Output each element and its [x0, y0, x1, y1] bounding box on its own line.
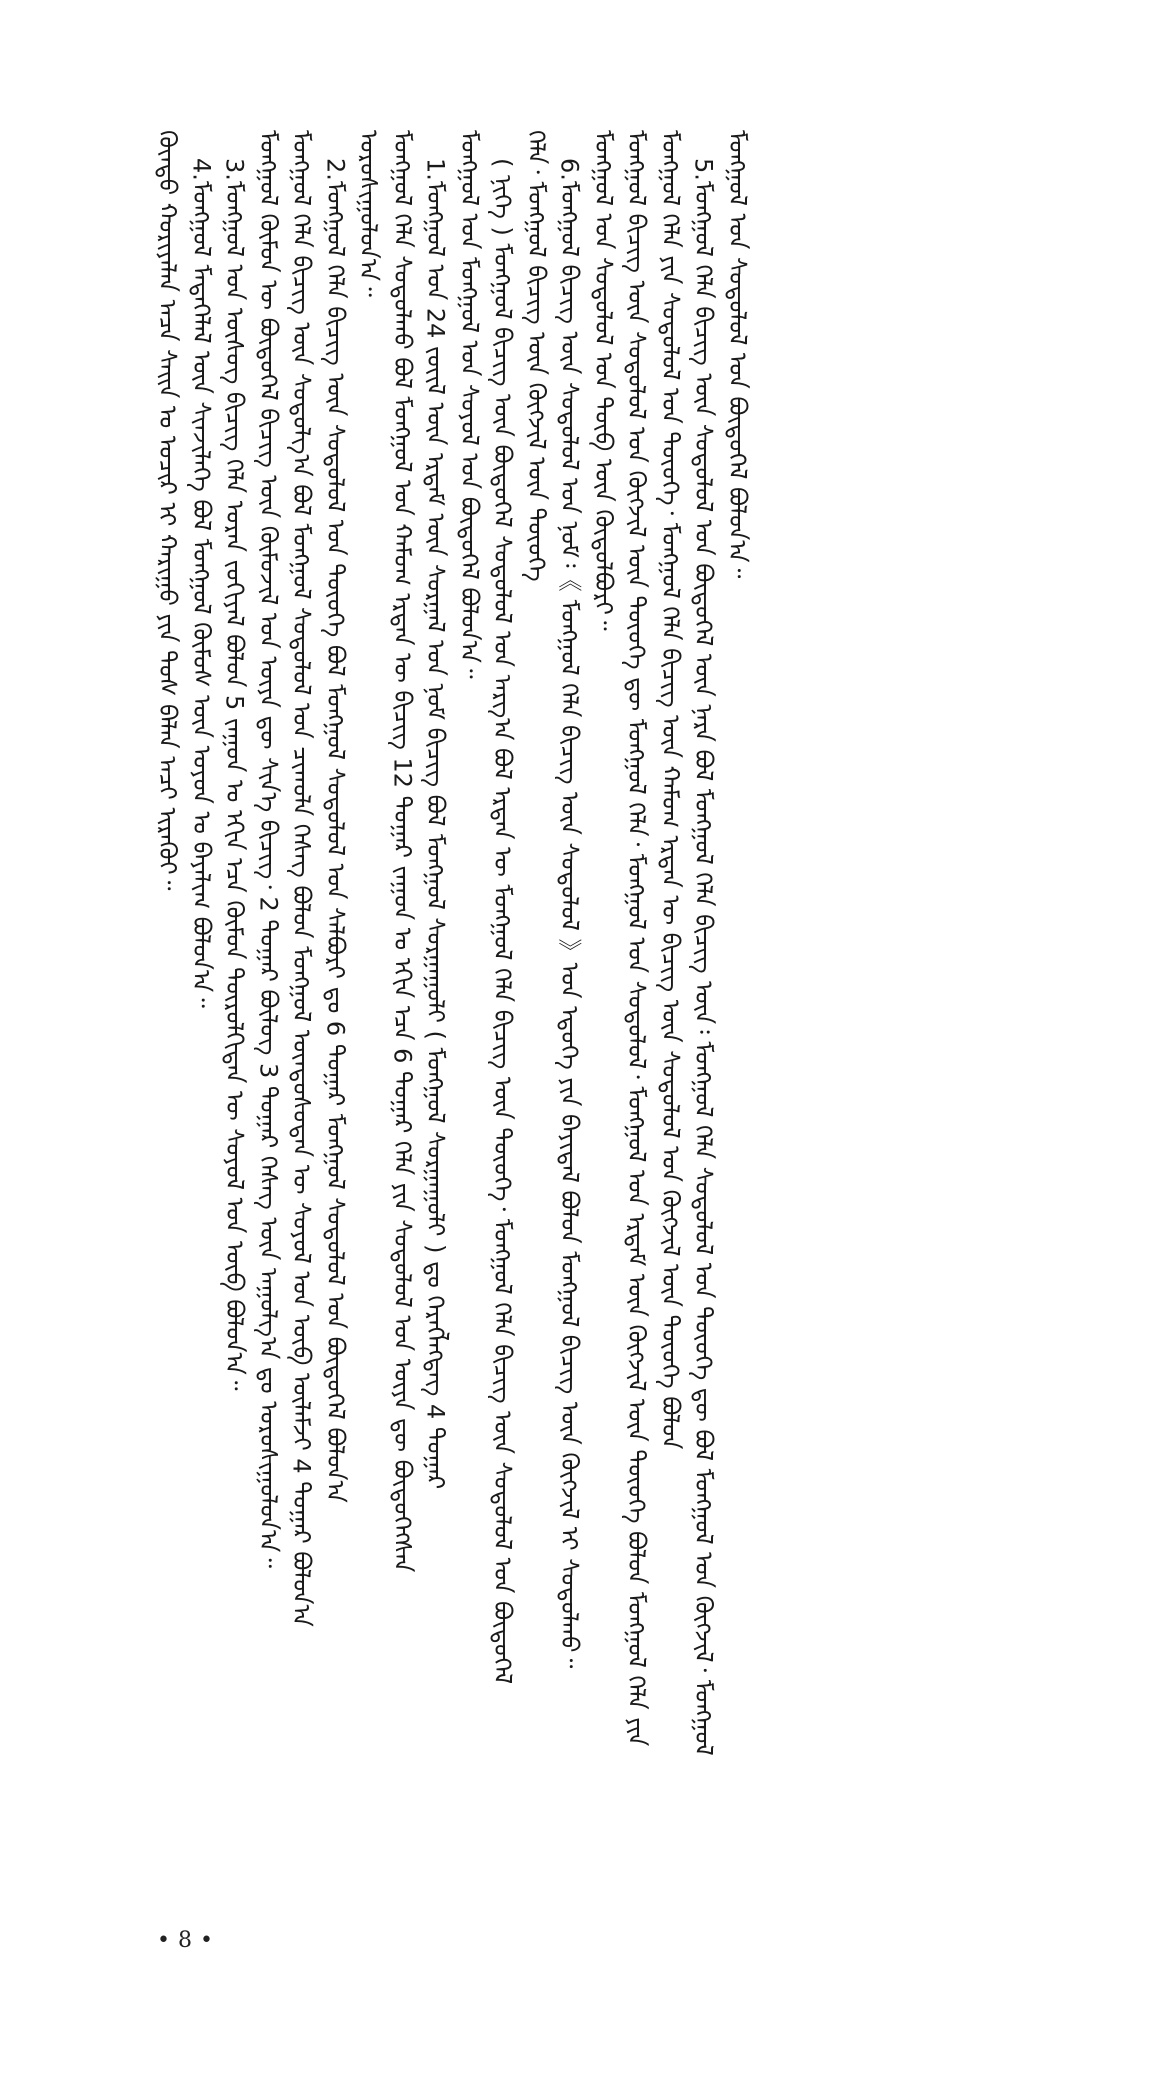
- text-column: [150, 130, 184, 1960]
- text-column: [686, 130, 720, 1960]
- text-column: [385, 130, 419, 1960]
- text-column: [485, 130, 519, 1960]
- text-line: ( ᠨᠢᠭᠡ ) ᠮᠣᠩᠭᠣᠯ ᠪᠢᠴᠢᠭ ᠦᠨ ᠪᠦᠲᠦᠭᠡᠯ ᠰᠤᠳᠤᠯᠤᠯ ᠤᠨ ᠠᠷᠭ᠎ᠠ ᠪᠣᠯ ᠡᠷᠲᠡᠨ ᠦ ᠮᠣᠩᠭᠣᠯ ᠬᠡᠯᠡ ᠪᠢᠴᠢᠭ ᠦᠨ ᠲᠦᠦᠬᠡ᠂ ᠮᠣᠩᠭᠣᠯ ᠬᠡᠯᠡ ᠪᠢᠴᠢᠭ ᠦᠨ ᠰᠤᠳᠤᠯᠤᠯ ᠤᠨ ᠪᠦᠲᠦᠭᠡᠯ: [488, 158, 517, 1685]
- text-line: 4.ᠮᠣᠩᠭᠣᠯ ᠮᠡᠳᠡᠭᠡᠯᠡᠯ ᠦᠨ ᠰᠢᠨᠵᠢᠯᠡᠭᠡ ᠪᠣᠯ ᠮᠣᠩᠭᠣᠯ ᠬᠦᠮᠦᠰ ᠦᠨ ᠣᠶᠤᠨ ᠤ ᠪᠠᠶᠠᠯᠢᠭ ᠪᠣᠯᠤᠨ᠎ᠠ᠃: [187, 158, 215, 1008]
- text-line: ᠬᠦᠨᠳᠦ ᠬᠤᠷᠢᠶᠠᠯᠠᠨ ᠠᠴᠠ ᠰᠠᠢᠨ ᠤ ᠤᠴᠢᠷ ᠢ ᠬᠠᠷᠢᠭᠤ ᠶᠢᠨ ᠲᠤᠰ ᠪᠠᠯᠠᠨ ᠠᠴᠢ ᠢᠷᠡᠭᠦᠢ᠃: [153, 130, 182, 891]
- text-line: ᠣᠷᠣᠰᠢᠭᠤᠯᠤᠨ᠎ᠠ᠃: [354, 130, 383, 297]
- text-column: [552, 130, 586, 1960]
- text-columns: [150, 130, 1020, 1960]
- text-line: 2.ᠮᠣᠩᠭᠣᠯ ᠬᠡᠯᠡ ᠪᠢᠴᠢᠭ ᠦᠨ ᠰᠤᠳᠤᠯᠤᠯ ᠤᠨ ᠲᠦᠦᠬᠡ ᠪᠣᠯ ᠮᠣᠩᠭᠣᠯ ᠰᠤᠳᠤᠯᠤᠯ ᠤᠨ ᠰᠠᠯᠪᠤᠷᠢ ᠳᠤ 6 ᠳᠤᠭᠠᠷ ᠮᠣᠩᠭᠣᠯ ᠰᠤᠳᠤᠯᠤᠯ ᠤᠨ ᠪᠦᠲᠦᠭᠡᠯ ᠪᠣᠯᠤᠨ᠎ᠠ: [321, 158, 349, 1503]
- text-line: ᠮᠣᠩᠭᠣᠯ ᠬᠡᠯᠡ ᠶᠢᠨ ᠰᠤᠳᠤᠯᠤᠯ ᠤᠨ ᠲᠦᠦᠬᠡ᠂ ᠮᠣᠩᠭᠣᠯ ᠬᠡᠯᠡ ᠪᠢᠴᠢᠭ ᠦᠨ ᠬᠠᠮᠤᠭ ᠡᠷᠲᠡᠨ ᠦ ᠪᠢᠴᠢᠭ ᠦᠨ ᠰᠤᠳᠤᠯᠤᠯ ᠤᠨ ᠬᠥᠭᠵᠢᠯ ᠦᠨ ᠲᠦᠦᠬᠡ ᠪᠣᠯᠤᠨ: [656, 130, 684, 1450]
- text-column: [251, 130, 285, 1960]
- text-line: ᠮᠣᠩᠭᠣᠯ ᠤᠨ ᠮᠣᠩᠭᠣᠯ ᠤᠨ ᠰᠣᠶᠣᠯ ᠤᠨ ᠪᠦᠲᠦᠭᠡᠯ ᠪᠣᠯᠤᠨ᠎ᠠ᠃: [455, 130, 483, 679]
- text-column: [217, 130, 251, 1960]
- text-line: ᠮᠣᠩᠭᠣᠯ ᠬᠦᠮᠦᠨ ᠦ ᠪᠦᠲᠦᠭᠡᠯ ᠪᠢᠴᠢᠭ ᠦᠨ ᠬᠦᠮᠦᠵᠢᠯ ᠤᠨ ᠦᠶᠡ ᠳᠦ ᠰᠢᠨ᠎ᠡ ᠪᠢᠴᠢᠭ᠂ 2 ᠳᠤᠭᠠᠷ ᠪᠦᠯᠦᠭ 3 ᠳᠤᠭᠠᠷ ᠬᠡᠰᠡᠭ ᠦᠨ ᠠᠭᠤᠯᠭ᠎ᠠ ᠳᠤ ᠣᠷᠣᠰᠢᠭᠤᠯᠤᠨ᠎ᠠ᠃: [254, 130, 282, 1569]
- text-line: 5.ᠮᠣᠩᠭᠣᠯ ᠬᠡᠯᠡ ᠪᠢᠴᠢᠭ ᠦᠨ ᠰᠤᠳᠤᠯᠤᠯ ᠤᠨ ᠪᠦᠲᠦᠭᠡᠯ ᠦᠨ ᠨᠡᠷᠡ ᠪᠣᠯ ᠮᠣᠩᠭᠣᠯ ᠬᠡᠯᠡ ᠪᠢᠴᠢᠭ ᠦᠨ᠄ ᠮᠣᠩᠭᠣᠯ ᠬᠡᠯᠡ ᠰᠤᠳᠤᠯᠤᠯ ᠤᠨ ᠲᠦᠦᠬᠡ ᠳᠦ ᠪᠣᠯ ᠮᠣᠩᠭᠣᠯ ᠤᠨ ᠬᠥᠭᠵᠢᠯ᠂ ᠮᠣᠩᠭᠣᠯ: [689, 158, 718, 1756]
- text-column: [284, 130, 318, 1960]
- text-line: 3.ᠮᠣᠩᠭᠣᠯ ᠤᠨ ᠦᠰᠦᠭ ᠪᠢᠴᠢᠭ ᠬᠡᠯᠡ ᠤᠷᠠᠨ ᠵᠣᠬᠢᠶᠠᠯ ᠪᠣᠯᠤᠨ 5 ᠵᠠᠭᠤᠨ ᠤ ᠡᠬᠢᠨ ᠡᠴᠡ ᠬᠦᠮᠦᠨ ᠲᠦᠷᠦᠯᠬᠢᠲᠡᠨ ᠦ ᠰᠣᠶᠣᠯ ᠤᠨ ᠦᠪ ᠪᠣᠯᠤᠨ᠎ᠠ᠃: [220, 158, 249, 1391]
- text-line: ᠮᠣᠩᠭᠣᠯ ᠬᠡᠯᠡ ᠰᠤᠳᠤᠯᠬᠤ ᠪᠣᠯ ᠮᠣᠩᠭᠣᠯ ᠤᠨ ᠬᠠᠮᠤᠭ ᠡᠷᠲᠡᠨ ᠦ ᠪᠢᠴᠢᠭ 12 ᠳᠤᠭᠠᠷ ᠵᠠᠭᠤᠨ ᠤ ᠡᠬᠢᠨ ᠡᠴᠡ 6 ᠳᠤᠭᠠᠷ ᠬᠡᠯᠡ ᠶᠢᠨ ᠰᠤᠳᠤᠯᠤᠯ ᠤᠨ ᠦᠶᠡ ᠳᠦ ᠪᠦᠲᠦᠭᠡᠭᠰᠡᠨ: [388, 130, 416, 1573]
- text-column: [586, 130, 620, 1960]
- page-number-dot-right: •: [200, 1927, 213, 1953]
- text-column: [452, 130, 486, 1960]
- text-line: ᠮᠣᠩᠭᠣᠯ ᠤᠨ ᠰᠤᠳᠤᠯᠤᠯ ᠤᠨ ᠪᠦᠲᠦᠭᠡᠯ ᠪᠣᠯᠤᠨ᠎ᠠ᠃: [723, 130, 751, 579]
- text-line: 6.ᠮᠣᠩᠭᠣᠯ ᠪᠢᠴᠢᠭ ᠦᠨ ᠰᠤᠳᠤᠯᠤᠯ ᠤᠨ ᠨᠣᠮ᠄《 ᠮᠣᠩᠭᠣᠯ ᠬᠡᠯᠡ ᠪᠢᠴᠢᠭ ᠦᠨ ᠰᠤᠳᠤᠯᠤᠯ 》ᠤᠨ ᠡᠳᠦᠭᠡ ᠶᠢᠨ ᠪᠠᠶᠢᠳᠠᠯ ᠪᠣᠯᠤᠨ ᠮᠣᠩᠭᠣᠯ ᠪᠢᠴᠢᠭ ᠦᠨ ᠬᠥᠭᠵᠢᠯ ᠢ ᠰᠤᠳᠤᠯᠬᠤ᠃: [555, 158, 584, 1669]
- page-number-value: 8: [178, 1927, 192, 1953]
- text-column: [418, 130, 452, 1960]
- text-column: [519, 130, 553, 1960]
- text-line: ᠬᠡᠯᠡ᠂ ᠮᠣᠩᠭᠣᠯ ᠪᠢᠴᠢᠭ ᠦᠨ ᠬᠥᠭᠵᠢᠯ ᠦᠨ ᠲᠦᠦᠬᠡ: [522, 130, 550, 582]
- page-number: [150, 1920, 220, 1960]
- text-line: 1.ᠮᠣᠩᠭᠣᠯ ᠤᠨ 24 ᠵᠦᠢᠯ ᠦᠨ ᠡᠷᠳᠡᠮ ᠦᠨ ᠰᠤᠷᠭᠠᠯ ᠤᠨ ᠨᠣᠮ ᠪᠢᠴᠢᠭ ᠪᠣᠯ ᠮᠣᠩᠭᠣᠯ ᠰᠤᠷᠭᠠᠭᠤᠯᠢ ( ᠮᠣᠩᠭᠣᠯ ᠰᠤᠷᠭᠠᠭᠤᠯᠢ ) ᠳᠤ ᠬᠡᠷᠡᠭᠯᠡᠭᠳᠡᠭ 4 ᠳᠤᠭᠠᠷ: [421, 158, 450, 1490]
- text-column: [184, 130, 218, 1960]
- text-line: ᠮᠣᠩᠭᠣᠯ ᠪᠢᠴᠢᠭ ᠦᠨ ᠰᠤᠳᠤᠯᠤᠯ ᠤᠨ ᠬᠥᠭᠵᠢᠯ ᠦᠨ ᠲᠦᠦᠬᠡ ᠳᠦ ᠮᠣᠩᠭᠣᠯ ᠬᠡᠯᠡ᠂ ᠮᠣᠩᠭᠣᠯ ᠤᠨ ᠰᠤᠳᠤᠯᠤᠯ᠂ ᠮᠣᠩᠭᠣᠯ ᠤᠨ ᠡᠷᠳᠡᠮ ᠦᠨ ᠬᠥᠭᠵᠢᠯ ᠦᠨ ᠲᠦᠦᠬᠡ ᠪᠣᠯᠤᠨ ᠮᠣᠩᠭᠣᠯ ᠬᠡᠯᠡ ᠶᠢᠨ: [622, 130, 651, 1747]
- text-column: [653, 130, 687, 1960]
- text-column: [619, 130, 653, 1960]
- text-column: [318, 130, 352, 1960]
- text-line: ᠮᠣᠩᠭᠣᠯ ᠤᠨ ᠰᠤᠳᠤᠯᠤᠯ ᠤᠨ ᠲᠥᠪ ᠦᠨ ᠬᠥᠲᠦᠯᠪᠦᠷᠢ᠃: [589, 130, 617, 631]
- text-line: ᠮᠣᠩᠭᠣᠯ ᠬᠡᠯᠡ ᠪᠢᠴᠢᠭ ᠦᠨ ᠰᠤᠳᠤᠯᠭ᠎ᠠ ᠪᠣᠯ ᠮᠣᠩᠭᠣᠯ ᠰᠤᠳᠤᠯᠤᠯ ᠤᠨ ᠴᠢᠬᠤᠯᠠ ᠬᠡᠰᠡᠭ ᠪᠣᠯᠤᠨ ᠮᠣᠩᠭᠣᠯ ᠦᠨᠳᠦᠰᠦᠲᠡᠨ ᠦ ᠰᠣᠶᠣᠯ ᠤᠨ ᠦᠪ ᠦᠯᠡᠮᠵᠢ 4 ᠳᠤᠭᠠᠷ ᠪᠣᠯᠤᠨ᠎ᠠ: [287, 130, 316, 1627]
- text-column: [720, 130, 754, 1960]
- page-number-dot-left: •: [157, 1927, 170, 1953]
- text-column: [351, 130, 385, 1960]
